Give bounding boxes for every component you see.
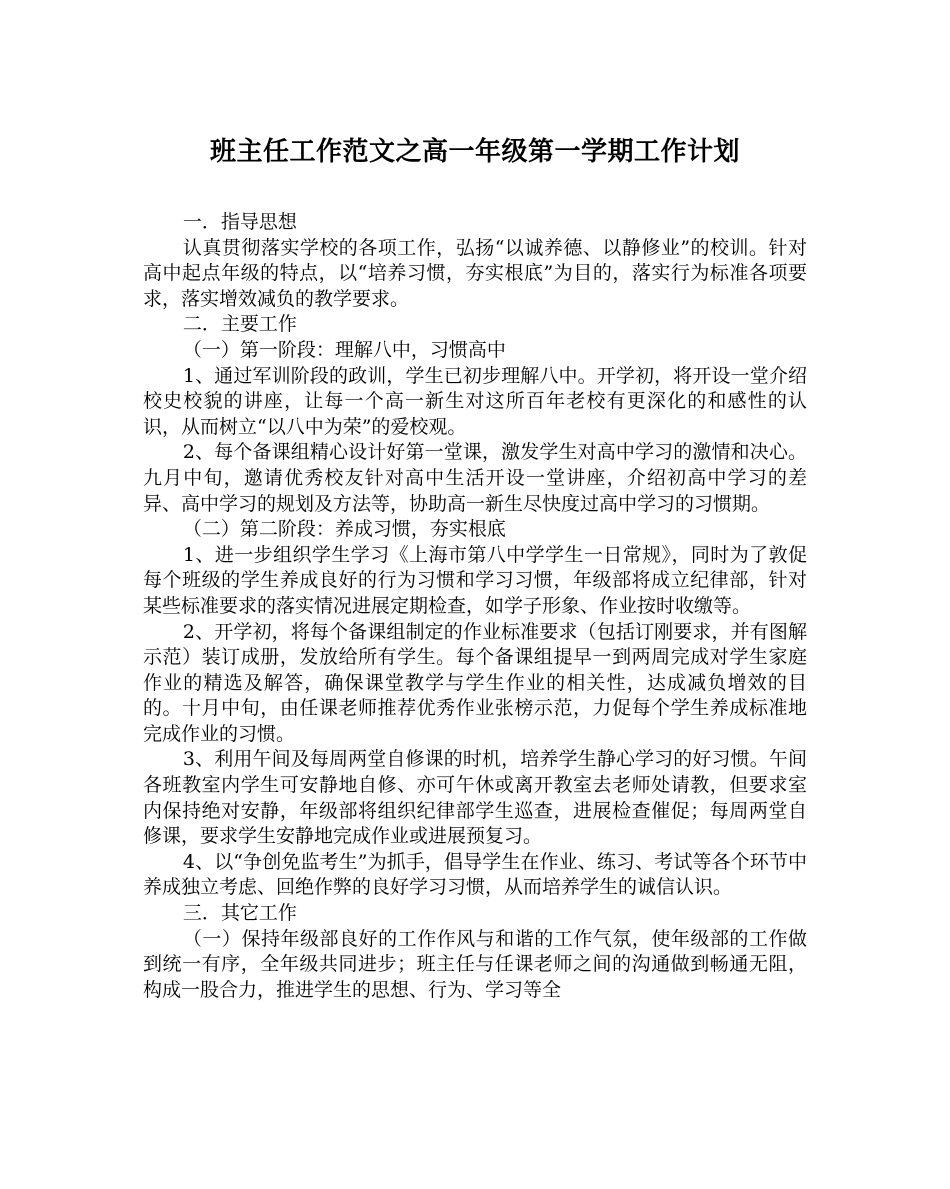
section-heading-guiding-ideology: 一．指导思想 — [182, 211, 297, 233]
subsection-heading-stage-two: （二）第二阶段：养成习惯，夯实根底 — [182, 518, 506, 541]
section-heading-main-work: 二．主要工作 — [182, 313, 297, 336]
subsection-heading-stage-one: （一）第一阶段：理解八中，习惯高中 — [182, 338, 506, 361]
paragraph: 2、开学初，将每个备课组制定的作业标准要求（包括订刚要求，并有图解示范）装订成册，发放给所有学生。每个备课组提早一到两周完成对学生家庭作业的精选及解答，确保课堂教学与学生作业的相关性，达成减负增效的目的。十月中旬，由任课老师推荐优秀作业张榜示范，力促每个学生养成标准地完成作业的习惯。 — [143, 620, 807, 745]
paragraph: 2、每个备课组精心设计好第一堂课，激发学生对高中学习的激情和决心。九月中旬，邀请优秀校友针对高中生活开设一堂讲座，介绍初高中学习的差异、高中学习的规划及方法等，协助高一新生尽快度过高中学习的习惯期。 — [143, 441, 807, 515]
paragraph: 1、通过军训阶段的政训，学生已初步理解八中。开学初，将开设一堂介绍校史校貌的讲座，让每一个高一新生对这所百年老校有更深化的和感性的认识，从而树立“以八中为荣”的爱校观。 — [143, 364, 807, 438]
document-title: 班主任工作范文之高一年级第一学期工作计划 — [209, 137, 740, 167]
section-heading-other-work: 三．其它工作 — [182, 902, 297, 925]
paragraph: 4、以“争创免监考生”为抓手，倡导学生在作业、练习、考试等各个环节中养成独立考虑、回绝作弊的良好学习习惯，从而培养学生的诚信认识。 — [143, 850, 807, 899]
paragraph: 3、利用午间及每周两堂自修课的时机，培养学生静心学习的好习惯。午间各班教室内学生可安静地自修、亦可午休或离开教室去老师处请教，但要求室内保持绝对安静，年级部将组织纪律部学生巡查，进展检查催促；每周两堂自修课，要求学生安静地完成作业或进展预复习。 — [143, 748, 807, 848]
paragraph: （一）保持年级部良好的工作作风与和谐的工作气氛，使年级部的工作做到统一有序，全年级共同进步；班主任与任课老师之间的沟通做到畅通无阻，构成一股合力，推进学生的思想、行为、学习等全 — [143, 927, 807, 1001]
paragraph: 1、进一步组织学生学习《上海市第八中学学生一日常规》，同时为了敦促每个班级的学生养成良好的行为习惯和学习习惯，年级部将成立纪律部，针对某些标准要求的落实情况进展定期检查，如学子形象、作业按时收缴等。 — [143, 543, 807, 617]
paragraph: 认真贯彻落实学校的各项工作，弘扬“以诚养德、以静修业”的校训。针对高中起点年级的特点，以“培养习惯，夯实根底”为目的，落实行为标准各项要求，落实增效减负的教学要求。 — [143, 236, 807, 310]
document-body — [143, 210, 807, 1003]
